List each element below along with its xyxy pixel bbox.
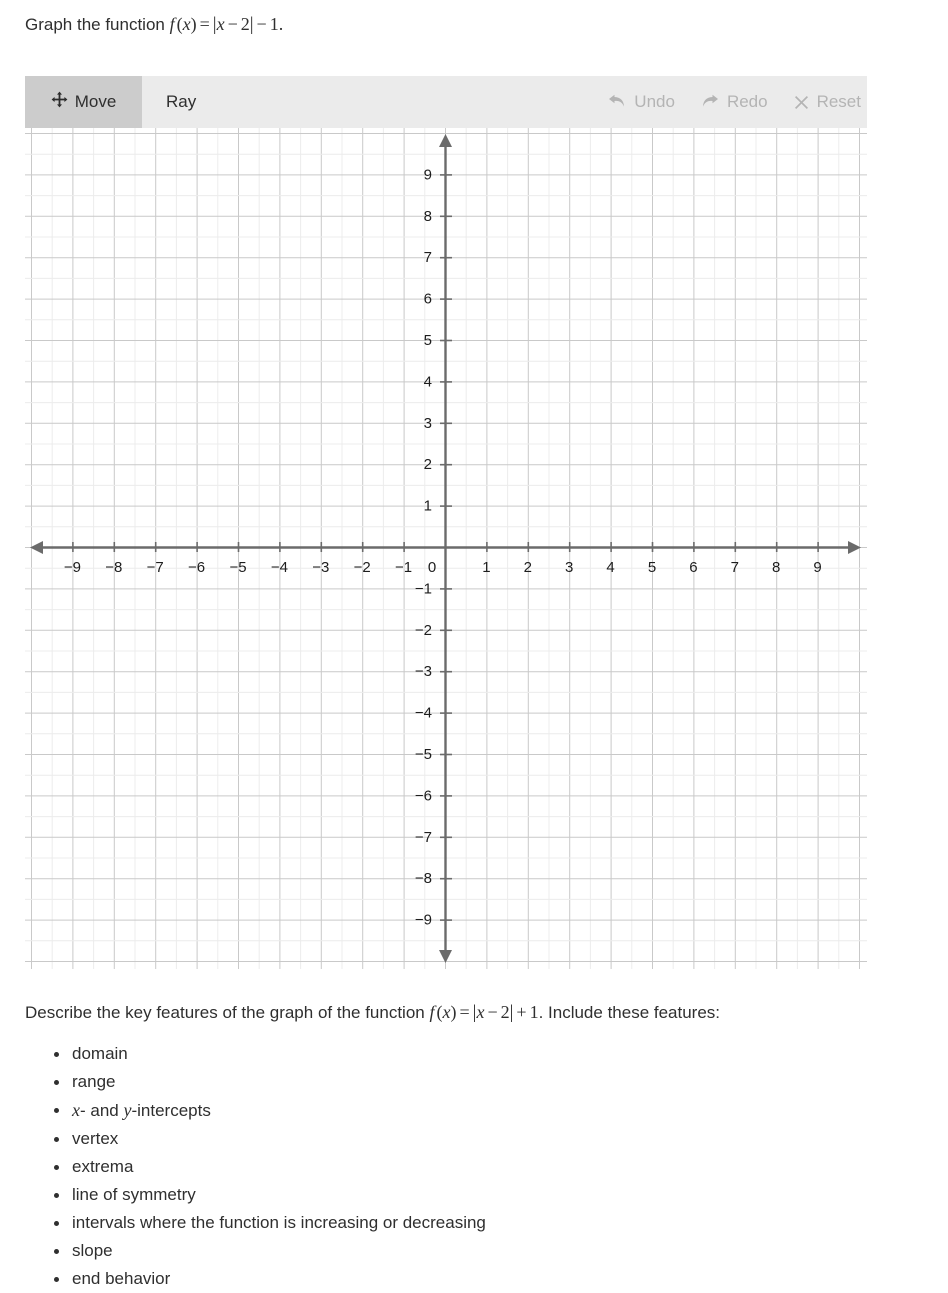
feature-item	[72, 1265, 486, 1293]
describe-fn-name: f	[429, 1002, 435, 1022]
y-axis-tick-label: −3	[414, 663, 432, 681]
prompt-abs-open: |	[212, 14, 217, 35]
feature-label: intervals where the function is increasing or decreasing	[72, 1213, 486, 1232]
describe-inner-num: 2	[500, 1002, 510, 1022]
y-axis-tick-label: 8	[423, 207, 432, 225]
y-axis-tick-label: −6	[414, 787, 432, 805]
reset-button[interactable]	[794, 92, 861, 112]
redo-label: Redo	[726, 92, 768, 111]
feature-math-y: y	[123, 1100, 132, 1120]
features-list	[42, 1040, 486, 1293]
undo-label: Undo	[634, 92, 675, 111]
axes	[30, 134, 861, 963]
coordinate-plane-svg[interactable]	[25, 128, 867, 969]
prompt-fn-name: f	[169, 14, 175, 34]
undo-arrow-icon	[608, 94, 626, 110]
y-axis-tick-label: 7	[423, 249, 432, 267]
x-axis-tick-label: 7	[730, 559, 739, 576]
feature-label: extrema	[72, 1157, 134, 1176]
prompt-inner-minus: −	[227, 14, 238, 34]
tool-move-label: Move	[74, 92, 117, 111]
describe-abs-open: |	[472, 1002, 477, 1023]
x-axis-tick-label: 2	[523, 559, 532, 576]
x-axis-tick-label: −1	[395, 559, 413, 576]
y-axis-tick-label: −7	[414, 828, 432, 846]
prompt-inner-var: x	[216, 14, 225, 34]
feature-item	[72, 1096, 486, 1125]
reset-label: Reset	[816, 92, 861, 111]
graph-toolbar	[25, 76, 867, 128]
describe-paren-close: )	[450, 1002, 457, 1022]
feature-label: end behavior	[72, 1269, 171, 1288]
feature-item	[72, 1209, 486, 1237]
x-axis-tick-label: −8	[105, 559, 123, 576]
feature-item	[72, 1125, 486, 1153]
y-axis-tick-label: −1	[414, 580, 432, 598]
y-axis-tick-label: 3	[423, 414, 432, 432]
describe-outer-num: 1	[529, 1002, 539, 1022]
describe-paren-open: (	[436, 1002, 443, 1022]
y-axis-tick-label: 5	[423, 332, 432, 349]
x-axis-tick-label: 8	[772, 559, 781, 576]
x-axis-tick-label: 5	[647, 559, 657, 576]
tool-ray-button[interactable]	[142, 76, 220, 128]
x-axis-tick-label: 9	[813, 559, 822, 576]
close-x-icon	[794, 95, 809, 110]
prompt-equals: =	[199, 14, 210, 34]
tool-ray-label: Ray	[166, 92, 197, 111]
redo-arrow-icon	[701, 94, 719, 110]
y-axis-tick-label: −2	[414, 621, 432, 639]
feature-label: line of symmetry	[72, 1185, 196, 1204]
y-axis-arrow-up	[439, 134, 452, 147]
describe-lead: Describe the key features of the graph of the function	[25, 1003, 430, 1022]
prompt-paren-open: (	[176, 14, 183, 34]
feature-label: vertex	[72, 1129, 119, 1148]
y-axis-tick-label: −9	[414, 911, 432, 929]
prompt-inner-num: 2	[240, 14, 250, 34]
feature-item	[72, 1068, 486, 1096]
feature-item	[72, 1181, 486, 1209]
describe-text	[25, 1000, 720, 1025]
describe-var-x: x	[442, 1002, 451, 1022]
x-axis-tick-label: 4	[606, 559, 615, 576]
x-axis-tick-label: 6	[689, 559, 698, 576]
describe-inner-var: x	[476, 1002, 485, 1022]
redo-button[interactable]	[701, 92, 768, 112]
y-axis-tick-label: 9	[423, 166, 432, 184]
feature-item	[72, 1040, 486, 1068]
y-axis-tick-label: 1	[423, 497, 432, 515]
x-axis-zero-label: 0	[427, 559, 437, 576]
prompt-paren-close: )	[190, 14, 197, 34]
feature-item	[72, 1153, 486, 1181]
feature-label: domain	[72, 1044, 128, 1063]
toolbar-actions	[608, 76, 861, 128]
y-axis-tick-label: 6	[423, 290, 432, 308]
coordinate-plane[interactable]	[25, 128, 867, 969]
feature-item	[72, 1237, 486, 1265]
prompt-var-x: x	[182, 14, 191, 34]
x-axis-tick-label: 3	[565, 559, 574, 576]
x-axis-tick-label: −3	[312, 559, 330, 576]
x-axis-tick-label: −7	[146, 559, 164, 576]
prompt-lead: Graph the function	[25, 15, 170, 34]
x-axis-tick-label: 1	[482, 559, 491, 576]
feature-tail-text: -intercepts	[131, 1101, 211, 1120]
feature-math-x: x	[72, 1100, 80, 1120]
graphing-widget[interactable]	[25, 76, 867, 969]
describe-tail: . Include these features:	[538, 1003, 721, 1022]
x-axis-tick-label: −9	[63, 559, 81, 576]
describe-inner-minus: −	[487, 1002, 498, 1022]
prompt-outer-num: 1	[269, 14, 279, 34]
describe-outer-op: +	[516, 1002, 527, 1022]
describe-equals: =	[459, 1002, 470, 1022]
prompt-text	[25, 12, 283, 37]
describe-abs-close: |	[509, 1002, 514, 1023]
prompt-abs-close: |	[249, 14, 254, 35]
y-axis-tick-label: −4	[414, 704, 432, 722]
feature-mid-text: - and	[80, 1101, 124, 1120]
y-axis-tick-label: −5	[414, 746, 432, 763]
undo-button[interactable]	[608, 92, 675, 112]
tool-move-button[interactable]	[25, 76, 142, 128]
feature-label: range	[72, 1072, 116, 1091]
y-axis-tick-label: −8	[414, 870, 432, 888]
feature-label: slope	[72, 1241, 113, 1260]
prompt-outer-op: −	[256, 14, 267, 34]
prompt-period: .	[278, 14, 284, 34]
x-axis-tick-label: −6	[188, 559, 206, 576]
move-arrows-icon	[51, 91, 68, 113]
y-axis-tick-label: 4	[423, 373, 432, 391]
y-axis-tick-label: 2	[423, 456, 432, 474]
x-axis-tick-label: −4	[270, 559, 288, 576]
x-axis-tick-label: −2	[353, 559, 371, 576]
x-axis-tick-label: −5	[229, 559, 247, 576]
